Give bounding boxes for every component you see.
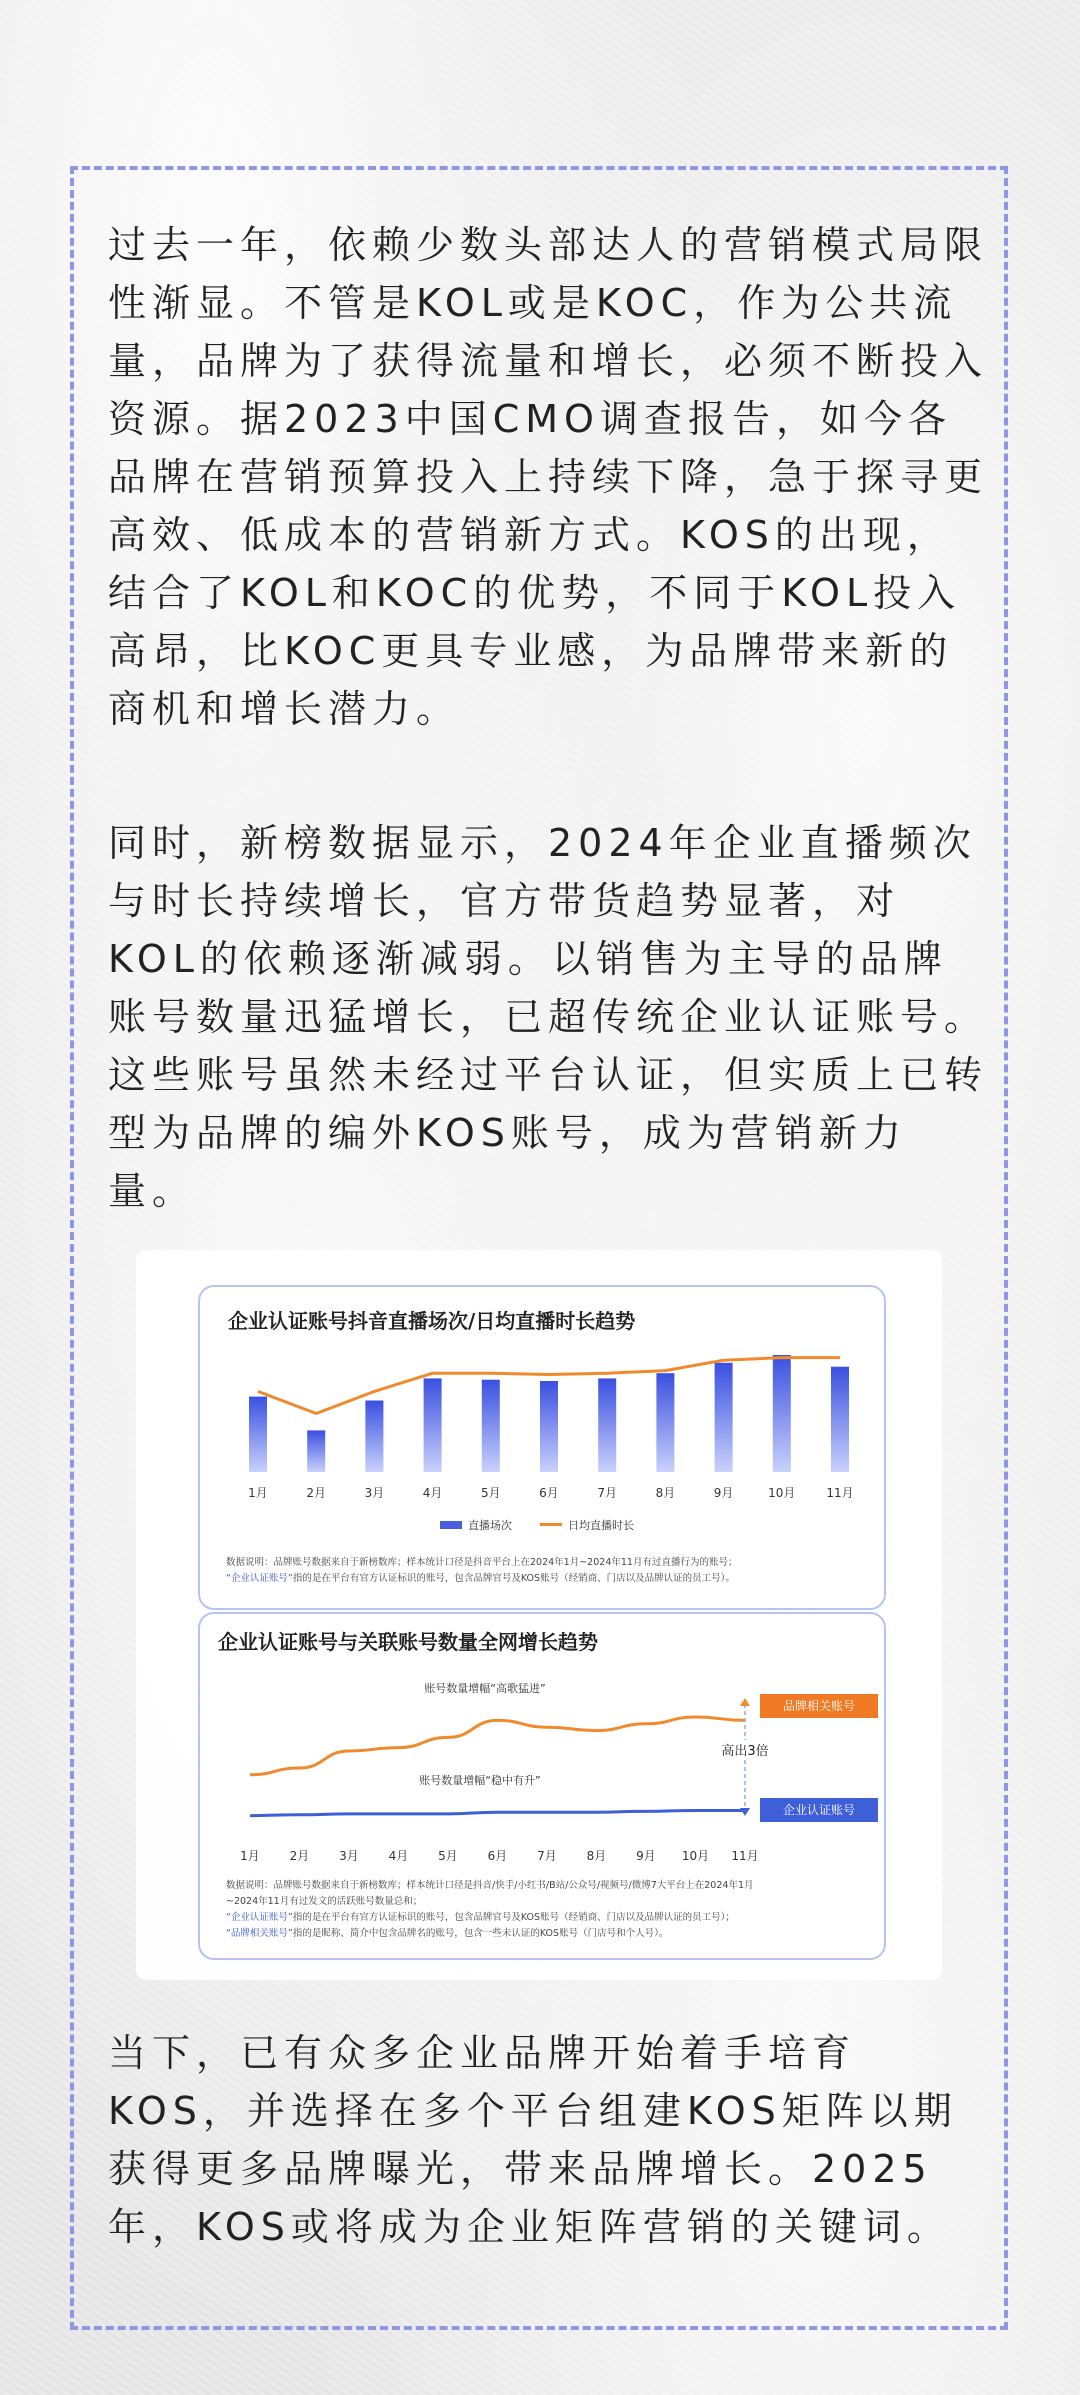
paragraph-intro: 过去一年，依赖少数头部达人的营销模式局限性渐显。不管是KOL或是KOC，作为公共流量，品牌为了获得流量和增长，必须不断投入资源。据2023中国CMO调查报告，如今各品牌在营销预算投入上持续下降，急于探寻更高效、低成本的营销新方式。KOS的出现，结合了KOL和KOC的优势，不同于KOL投入高昂，比KOC更具专业感，为品牌带来新的商机和增长潜力。 (108, 223, 989, 731)
legend-line-swatch (540, 1523, 562, 1526)
bar-10月 (773, 1355, 791, 1472)
x-tick-label: 8月 (655, 1486, 676, 1500)
x-tick-label: 8月 (586, 1849, 607, 1863)
brand-related-tag: 品牌相关账号 (760, 1694, 878, 1718)
bar-1月 (249, 1397, 267, 1472)
chart2-note-3-text: 指的是在平台有官方认证标识的账号，包含品牌官号及KOS账号（经销商、门店以及品牌认证的员工号）； (292, 1912, 735, 1923)
x-tick-label: 5月 (438, 1849, 458, 1863)
chart-card (136, 1250, 942, 1980)
bar-9月 (715, 1363, 733, 1472)
upper-annotation: 账号数量增幅“高歌猛进” (424, 1682, 546, 1695)
bar-6月 (540, 1381, 558, 1472)
ratio-arrow-up-icon (740, 1698, 750, 1706)
legend-bar-label: 直播场次 (468, 1519, 512, 1532)
chart1-note-highlight: “企业认证账号” (226, 1573, 293, 1584)
bar-4月 (424, 1378, 442, 1472)
x-tick-label: 11月 (731, 1849, 759, 1863)
chart1-note-1: 数据说明：品牌账号数据来自于新榜数库；样本统计口径是抖音平台上在2024年1月~2024年11月有过直播行为的账号； (226, 1557, 738, 1568)
x-tick-label: 7月 (597, 1486, 618, 1500)
x-tick-label: 6月 (487, 1849, 508, 1863)
x-tick-label: 1月 (240, 1849, 260, 1863)
bar-7月 (598, 1378, 616, 1472)
chart2-note-4 (226, 1926, 668, 1941)
chart1-note-text: 指的是在平台有官方认证标识的账号，包含品牌官号及KOS账号（经销商、门店以及品牌认证的员工号）。 (292, 1573, 735, 1584)
x-tick-label: 10月 (768, 1486, 796, 1500)
chart1-title: 企业认证账号抖音直播场次/日均直播时长趋势 (228, 1309, 636, 1333)
bar-11月 (831, 1367, 849, 1472)
chart2-note-4-text: 指的是昵称、简介中包含品牌名的账号，包含一些未认证的KOS账号（门店号和个人号）。 (292, 1928, 669, 1939)
bar-5月 (482, 1380, 500, 1472)
x-tick-label: 7月 (537, 1849, 557, 1863)
x-tick-label: 2月 (289, 1849, 310, 1863)
lower-annotation: 账号数量增幅“稳中有升” (419, 1774, 541, 1787)
x-tick-label: 5月 (480, 1486, 501, 1500)
account-growth-panel (198, 1612, 886, 1960)
chart2-note-1: 数据说明：品牌账号数据来自于新榜数库；样本统计口径是抖音/快手/小红书/B站/公众号/视频号/微博7大平台上在2024年1月 (226, 1880, 754, 1891)
live-stream-trend-panel (198, 1285, 886, 1610)
bar-2月 (307, 1430, 325, 1472)
chart2-note-2: ~2024年11月有过发文的活跃账号数量总和； (226, 1896, 423, 1907)
x-tick-label: 10月 (681, 1849, 710, 1863)
paragraph-outlook: 当下，已有众多企业品牌开始着手培育KOS，并选择在多个平台组建KOS矩阵以期获得更多品牌曝光，带来品牌增长。2025年，KOS或将成为企业矩阵营销的关键词。 (108, 2031, 958, 2249)
legend-line-label: 日均直播时长 (568, 1519, 634, 1532)
x-tick-label: 4月 (388, 1849, 409, 1863)
chart2-title: 企业认证账号与关联账号数量全网增长趋势 (218, 1630, 598, 1654)
chart2-note-3-highlight: “企业认证账号” (226, 1912, 293, 1923)
chart1-note-2 (226, 1571, 735, 1586)
ratio-label: 高出3倍 (721, 1744, 769, 1759)
bar-8月 (656, 1373, 674, 1472)
x-tick-label: 9月 (713, 1486, 734, 1500)
x-tick-label: 3月 (364, 1486, 385, 1500)
paragraph-data: 同时，新榜数据显示，2024年企业直播频次与时长持续增长，官方带货趋势显著，对KOL的依赖逐渐减弱。以销售为主导的品牌账号数量迅猛增长，已超传统企业认证账号。这些账号虽然未经过平台认证，但实质上已转型为品牌的编外KOS账号，成为营销新力量。 (108, 821, 989, 1213)
x-tick-label: 4月 (422, 1486, 443, 1500)
x-tick-label: 6月 (539, 1486, 559, 1500)
bar-3月 (365, 1401, 383, 1473)
chart2-note-3 (226, 1910, 735, 1925)
enterprise-certified-line (250, 1811, 745, 1816)
chart2-note-4-highlight: “品牌相关账号” (226, 1928, 293, 1939)
enterprise-certified-tag: 企业认证账号 (760, 1798, 878, 1822)
x-tick-label: 9月 (636, 1849, 656, 1863)
brand-related-line (250, 1717, 745, 1775)
x-tick-label: 11月 (826, 1486, 854, 1500)
legend-bar-swatch (440, 1521, 462, 1529)
x-tick-label: 2月 (306, 1486, 327, 1500)
x-tick-label: 3月 (339, 1849, 359, 1863)
x-tick-label: 1月 (248, 1486, 268, 1500)
